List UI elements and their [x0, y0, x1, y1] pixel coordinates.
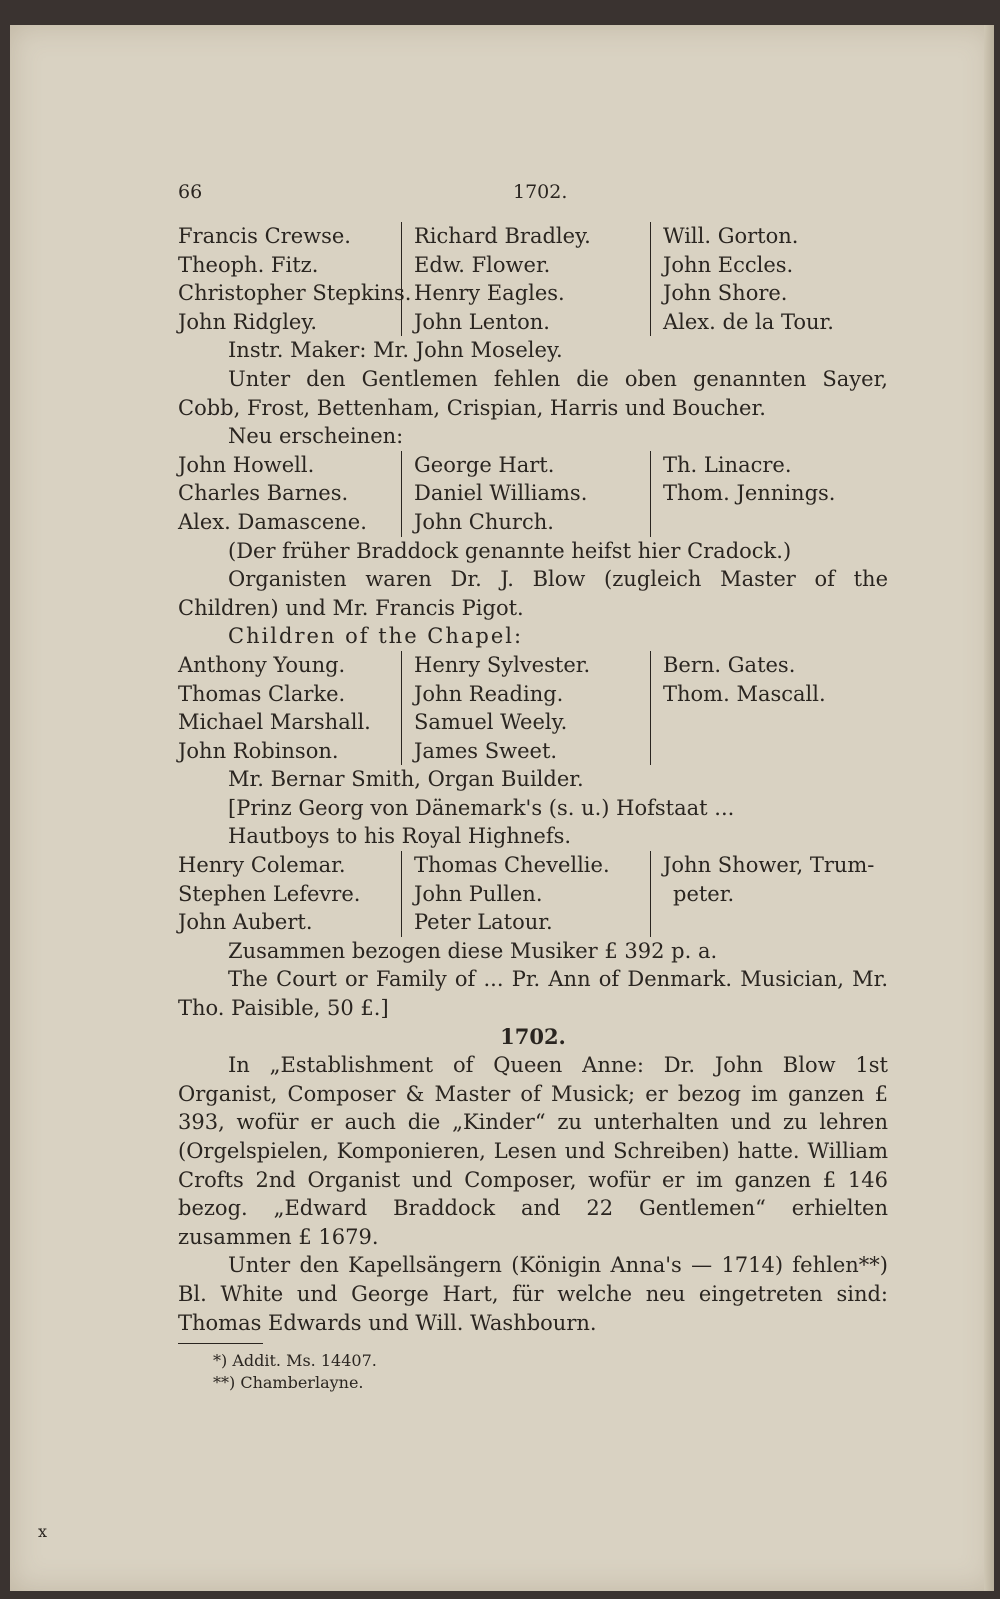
- children-heading: Children of the Chapel:: [228, 624, 524, 649]
- page-edge: [984, 25, 994, 1591]
- list-item: Stephen Lefevre.: [178, 881, 361, 906]
- prinz-georg-line: [Prinz Georg von Dänemark's (s. u.) Hofstaat ...: [228, 795, 735, 820]
- list-item: Henry Eagles.: [414, 281, 565, 306]
- list-item: Alex. Damascene.: [178, 509, 367, 534]
- list-item: Thomas Clarke.: [178, 681, 346, 706]
- margin-mark: x: [38, 1522, 48, 1541]
- list-item: [663, 908, 888, 937]
- footnote-1: *) Addit. Ms. 14407.: [213, 1351, 377, 1371]
- paragraph-kapellsaenger: Unter den Kapellsängern (Königin Anna's — 1714) fehlen**) Bl. White und George Hart, für welche neu eingetreten sind: Thomas Edwards und Will. Washbourn.: [178, 1253, 888, 1335]
- list-item: Anthony Young.: [178, 652, 346, 677]
- paragraph-court: The Court or Family of ... Pr. Ann of Denmark. Musician, Mr. Tho. Paisible, 50 £.]: [178, 967, 888, 1021]
- hautboys-list: [178, 851, 888, 937]
- list-item: George Hart.: [414, 452, 555, 477]
- children-list: [178, 651, 888, 765]
- list-item: John Shower, Trum-: [663, 853, 875, 878]
- footnote-rule: [178, 1343, 263, 1344]
- list-item: John Robinson.: [178, 738, 339, 763]
- year-heading: 1702.: [500, 1023, 566, 1049]
- list-item: Henry Colemar.: [178, 853, 346, 878]
- paragraph-establishment: In „Establishment of Queen Anne: Dr. John Blow 1st Organist, Composer & Master of Musick; er bezog im ganzen £ 393, wofür er auch die „Kinder“ zu unterhalten und zu lehren (Orgelspielen, Komponieren, Lesen und Schreiben) hatte. William Crofts 2nd Organist und Composer, wofür er im ganzen £ 146 bezog. „Edward Braddock and 22 Gentlemen“ erhielten zusammen £ 1679.: [178, 1053, 888, 1249]
- braddock-note: (Der früher Braddock genannte heifst hier Cradock.): [228, 538, 792, 563]
- list-item: James Sweet.: [414, 738, 558, 763]
- list-item: Michael Marshall.: [178, 710, 371, 735]
- list-item: John Shore.: [663, 281, 788, 306]
- paragraph-gentlemen: Unter den Gentlemen fehlen die oben genannten Sayer, Cobb, Frost, Bettenham, Crispian, Harris und Boucher.: [178, 366, 888, 420]
- list-item: Will. Gorton.: [663, 224, 799, 248]
- list-item: John Lenton.: [414, 309, 550, 334]
- list-item: Thomas Chevellie.: [414, 853, 610, 878]
- list-item: Thom. Mascall.: [663, 681, 826, 706]
- organ-builder-line: Mr. Bernar Smith, Organ Builder.: [228, 767, 584, 792]
- list-item: [663, 508, 888, 537]
- list-item: John Aubert.: [178, 910, 313, 935]
- list-item: Theoph. Fitz.: [178, 252, 319, 277]
- list-item: Thom. Jennings.: [663, 481, 836, 506]
- list-item: Richard Bradley.: [414, 224, 591, 248]
- list-item: Alex. de la Tour.: [663, 309, 834, 334]
- list-item: Bern. Gates.: [663, 652, 796, 677]
- list-item: Edw. Flower.: [414, 252, 551, 277]
- list-item: peter.: [673, 881, 735, 906]
- list-item: John Howell.: [178, 452, 315, 477]
- footnote-2: **) Chamberlayne.: [213, 1373, 364, 1393]
- list-item: Francis Crewse.: [178, 224, 351, 248]
- list-item: Th. Linacre.: [663, 452, 792, 477]
- paragraph-organisten: Organisten waren Dr. J. Blow (zugleich Master of the Children) und Mr. Francis Pigot.: [178, 567, 888, 620]
- list-item: John Church.: [414, 509, 554, 534]
- gentlemen-list: [178, 222, 888, 336]
- list-item: Henry Sylvester.: [414, 652, 591, 677]
- instrument-maker-line: Instr. Maker: Mr. John Moseley.: [228, 338, 563, 363]
- zusammen-line: Zusammen bezogen diese Musiker £ 392 p. a.: [228, 938, 718, 963]
- neu-erscheinen-line: Neu erscheinen:: [228, 424, 404, 449]
- list-item: Charles Barnes.: [178, 481, 349, 506]
- list-item: Christopher Stepkins.: [178, 281, 412, 306]
- list-item: John Reading.: [414, 681, 564, 706]
- page-header: [178, 178, 888, 222]
- list-item: [663, 737, 888, 766]
- new-members-list: [178, 451, 888, 537]
- running-year: 1702.: [513, 181, 568, 203]
- list-item: Samuel Weely.: [414, 710, 568, 735]
- list-item: Peter Latour.: [414, 910, 553, 935]
- list-item: John Ridgley.: [178, 309, 318, 334]
- page-number: 66: [178, 181, 203, 203]
- page-text: [178, 178, 888, 1394]
- list-item: John Pullen.: [414, 881, 543, 906]
- list-item: John Eccles.: [663, 252, 794, 277]
- list-item: [663, 708, 888, 737]
- list-item: Daniel Williams.: [414, 481, 588, 506]
- hautboys-line: Hautboys to his Royal Highnefs.: [228, 824, 572, 849]
